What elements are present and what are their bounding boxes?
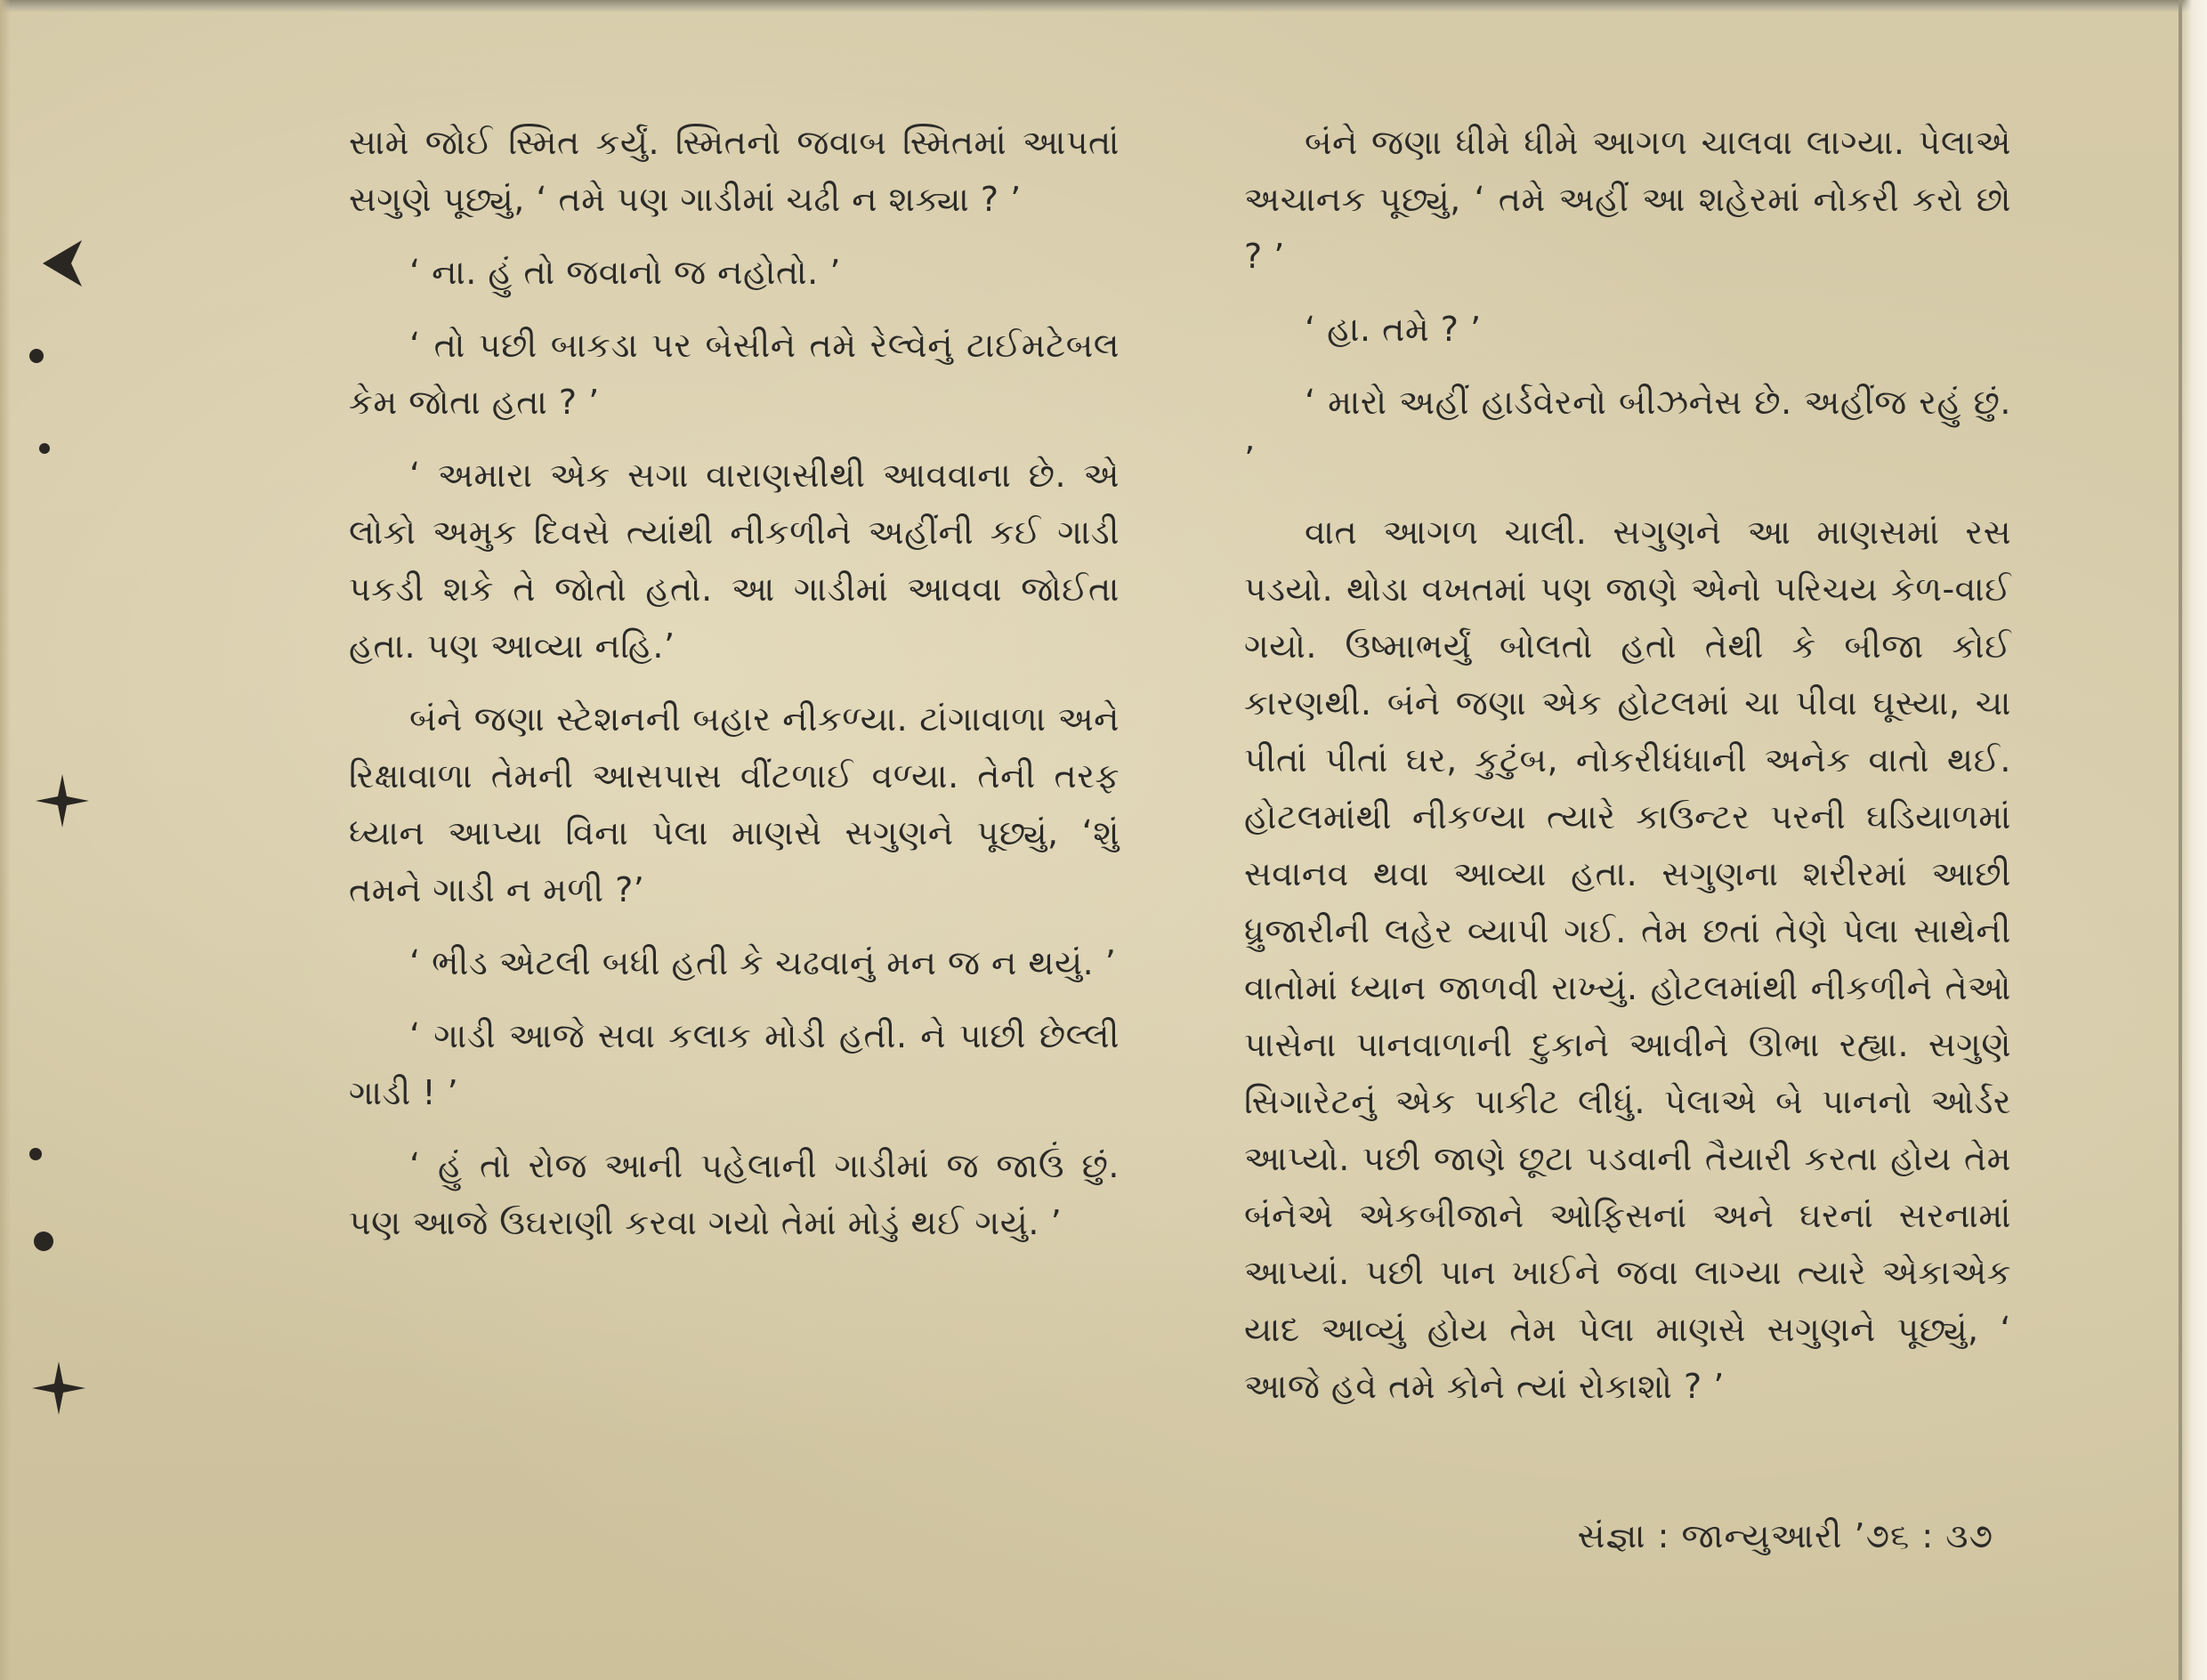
left-text-column <box>349 114 1120 1267</box>
paragraph: વાત આગળ ચાલી. સગુણને આ માણસમાં રસ પડયો. થોડા વખતમાં પણ જાણે એનો પરિચય કેળ-વાઈ ગયો. ઉષ્માભર્યું બોલતો હતો તેથી કે બીજા કોઈ કારણથી. બંને જણા એક હોટલમાં ચા પીવા ઘૂસ્યા, ચા પીતાં પીતાં ઘર, કુટુંબ, નોકરીધંધાની અનેક વાતો થઈ. હોટલમાંથી નીકળ્યા ત્યારે કાઉન્ટર પરની ઘડિયાળમાં સવાનવ થવા આવ્યા હતા. સગુણના શરીરમાં આછી ધ્રુજારીની લહેર વ્યાપી ગઈ. તેમ છતાં તેણે પેલા સાથેની વાતોમાં ધ્યાન જાળવી રાખ્યું. હોટલમાંથી નીકળીને તેઓ પાસેના પાનવાળાની દુકાને આવીને ઊભા રહ્યા. સગુણે સિગારેટનું એક પાકીટ લીધું. પેલાએ બે પાનનો ઓર્ડર આપ્યો. પછી જાણે છૂટા પડવાની તૈયારી કરતા હોય તેમ બંનેએ એકબીજાને ઓફિસનાં અને ઘરનાં સરનામાં આપ્યાં. પછી પાન ખાઈને જવા લાગ્યા ત્યારે એકાએક યાદ આવ્યું હોય તેમ પેલા માણસે સગુણને પૂછ્યું, ‘ આજે હવે તમે કોને ત્યાં રોકાશો ? ’ <box>1244 513 2011 1406</box>
punch-hole <box>29 1148 42 1160</box>
page-footer: સંજ્ઞા : જાન્યુઆરી ’૭૬ : ૩૭ <box>1577 1516 1993 1555</box>
punch-hole-star-icon <box>30 1360 87 1417</box>
paragraph: ‘ ભીડ એટલી બધી હતી કે ચઢવાનું મન જ ન થયું. ’ <box>409 943 1117 982</box>
punch-hole <box>39 443 50 454</box>
paragraph: ‘ હું તો રોજ આની પહેલાની ગાડીમાં જ જાઉં છું. પણ આજે ઉઘરાણી કરવા ગયો તેમાં મોડું થઈ ગયું. ’ <box>349 1146 1120 1242</box>
page-top-edge <box>0 0 2207 12</box>
page-right-edge <box>2182 0 2207 1680</box>
punch-hole <box>34 1232 53 1251</box>
paragraph: ‘ ના. હું તો જવાનો જ નહોતો. ’ <box>409 253 841 292</box>
paragraph: બંને જણા સ્ટેશનની બહાર નીકળ્યા. ટાંગાવાળા અને રિક્ષાવાળા તેમની આસપાસ વીંટળાઈ વળ્યા. તેની તરફ ધ્યાન આપ્યા વિના પેલા માણસે સગુણને પૂછ્યું, ‘શું તમને ગાડી ન મળી ?’ <box>349 699 1120 909</box>
paragraph: ‘ હા. તમે ? ’ <box>1305 310 1482 349</box>
paragraph: ‘ ગાડી આજે સવા કલાક મોડી હતી. ને પાછી છેલ્લી ગાડી ! ’ <box>349 1016 1120 1112</box>
paragraph: સામે જોઈ સ્મિત કર્યું. સ્મિતનો જવાબ સ્મિતમાં આપતાં સગુણે પૂછ્યું, ‘ તમે પણ ગાડીમાં ચઢી ન શક્યા ? ’ <box>349 123 1120 219</box>
paragraph: બંને જણા ધીમે ધીમે આગળ ચાલવા લાગ્યા. પેલાએ અચાનક પૂછ્યું, ‘ તમે અહીં આ શહેરમાં નોકરી કરો છો ? ’ <box>1244 123 2011 276</box>
punch-hole-star-icon <box>34 772 91 829</box>
paragraph: ‘ અમારા એક સગા વારાણસીથી આવવાના છે. એ લોકો અમુક દિવસે ત્યાંથી નીકળીને અહીંની કઈ ગાડી પકડી શકે તે જોતો હતો. આ ગાડીમાં આવવા જોઈતા હતા. પણ આવ્યા નહિ.’ <box>349 456 1120 666</box>
page-left-edge <box>0 0 11 1680</box>
paragraph: ‘ મારો અહીં હાર્ડવેરનો બીઝનેસ છે. અહીંજ રહું છું. ’ <box>1244 383 2011 479</box>
punch-hole-star-icon <box>36 237 89 290</box>
right-text-column <box>1244 114 2011 1431</box>
punch-hole <box>29 349 44 363</box>
paragraph: ‘ તો પછી બાકડા પર બેસીને તમે રેલ્વેનું ટાઈમટેબલ કેમ જોતા હતા ? ’ <box>349 326 1120 422</box>
